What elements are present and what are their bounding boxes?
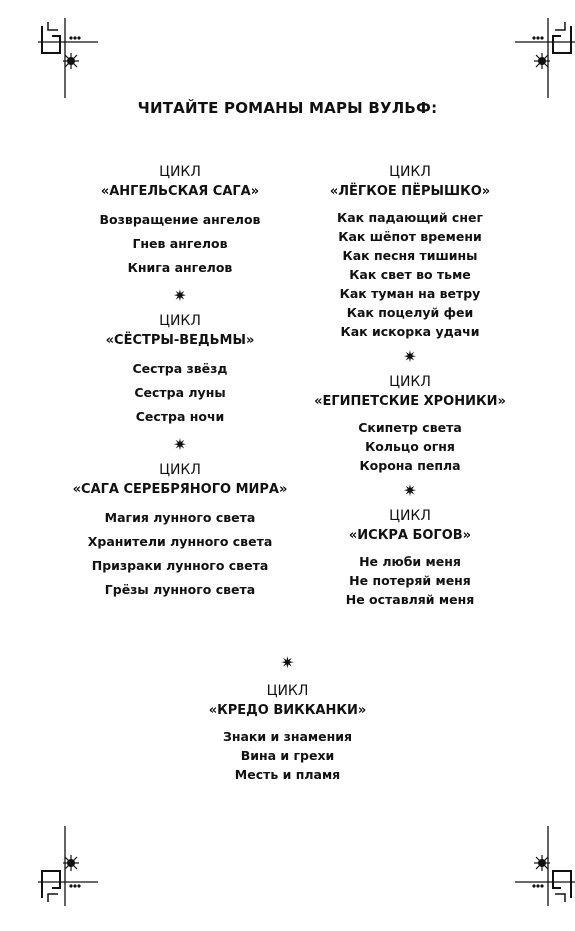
separator-star-icon: ✷ xyxy=(280,653,295,672)
separator-star-icon: ✷ xyxy=(173,286,187,305)
cycle-label: ЦИКЛ xyxy=(266,683,309,699)
cycle-title: «ИСКРА БОГОВ» xyxy=(348,528,472,543)
book-title: Корона пепла xyxy=(359,458,461,473)
cycle-title: «КРЕДО ВИККАНКИ» xyxy=(208,703,367,718)
cycle-title: «ЛЁГКОЕ ПЁРЫШКО» xyxy=(329,184,491,199)
page-title: ЧИТАЙТЕ РОМАНЫ МАРЫ ВУЛЬФ: xyxy=(137,99,438,117)
book-title: Знаки и знамения xyxy=(222,729,353,744)
book-title: Сестра звёзд xyxy=(132,361,228,376)
cycle-light-feather xyxy=(290,162,530,341)
book-title: Книга ангелов xyxy=(127,260,233,275)
separator-star-icon: ✷ xyxy=(173,435,187,454)
ornament-icon xyxy=(495,826,575,906)
cycle-silver-world xyxy=(60,460,300,602)
book-title: Грёзы лунного света xyxy=(104,582,256,597)
cycle-title: «СЁСТРЫ-ВЕДЬМЫ» xyxy=(105,333,255,348)
corner-ornament-top-left xyxy=(38,18,118,98)
book-title: Как туман на ветру xyxy=(339,286,481,301)
book-title: Скипетр света xyxy=(358,420,462,435)
bottom-section xyxy=(0,653,575,784)
book-title: Не люби меня xyxy=(359,554,461,569)
cycle-spark-of-gods xyxy=(290,506,530,609)
right-column xyxy=(290,162,530,609)
cycle-label: ЦИКЛ xyxy=(159,313,201,329)
book-title: Возвращение ангелов xyxy=(99,212,261,227)
cycle-label: ЦИКЛ xyxy=(389,164,431,180)
ornament-icon xyxy=(495,18,575,98)
cycle-angel-saga xyxy=(60,162,300,280)
book-title: Призраки лунного света xyxy=(91,558,269,573)
book-title: Как песня тишины xyxy=(342,248,478,263)
cycle-egyptian-chronicles xyxy=(290,372,530,475)
book-title: Гнев ангелов xyxy=(132,236,228,251)
corner-ornament-bottom-right xyxy=(495,826,575,906)
book-title: Сестра луны xyxy=(134,385,226,400)
cycle-wiccan-creed xyxy=(0,681,575,784)
book-title: Как поцелуй феи xyxy=(346,305,474,320)
corner-ornament-top-right xyxy=(495,18,575,98)
cycle-label: ЦИКЛ xyxy=(389,374,431,390)
book-title: Как свет во тьме xyxy=(349,267,471,282)
ornament-icon xyxy=(38,826,118,906)
cycle-witch-sisters xyxy=(60,311,300,429)
book-title: Сестра ночи xyxy=(135,409,225,424)
separator-star-icon: ✷ xyxy=(403,347,417,366)
cycle-label: ЦИКЛ xyxy=(159,164,201,180)
book-title: Не потеряй меня xyxy=(349,573,471,588)
book-title: Как искорка удачи xyxy=(340,324,480,339)
cycle-title: «АНГЕЛЬСКАЯ САГА» xyxy=(100,184,260,199)
cycle-title: «ЕГИПЕТСКИЕ ХРОНИКИ» xyxy=(314,394,506,409)
book-title: Как шёпот времени xyxy=(338,229,482,244)
book-title: Месть и пламя xyxy=(234,767,341,782)
book-title: Магия лунного света xyxy=(104,510,256,525)
book-title: Хранители лунного света xyxy=(87,534,273,549)
cycle-title: «САГА СЕРЕБРЯНОГО МИРА» xyxy=(72,482,288,497)
book-title: Как падающий снег xyxy=(337,210,483,225)
book-title: Вина и грехи xyxy=(240,748,335,763)
cycle-label: ЦИКЛ xyxy=(389,508,431,524)
cycle-label: ЦИКЛ xyxy=(159,462,201,478)
corner-ornament-bottom-left xyxy=(38,826,118,906)
separator-star-icon: ✷ xyxy=(403,481,417,500)
book-title: Не оставляй меня xyxy=(345,592,475,607)
ornament-icon xyxy=(38,18,118,98)
book-title: Кольцо огня xyxy=(365,439,455,454)
left-column xyxy=(60,162,300,602)
